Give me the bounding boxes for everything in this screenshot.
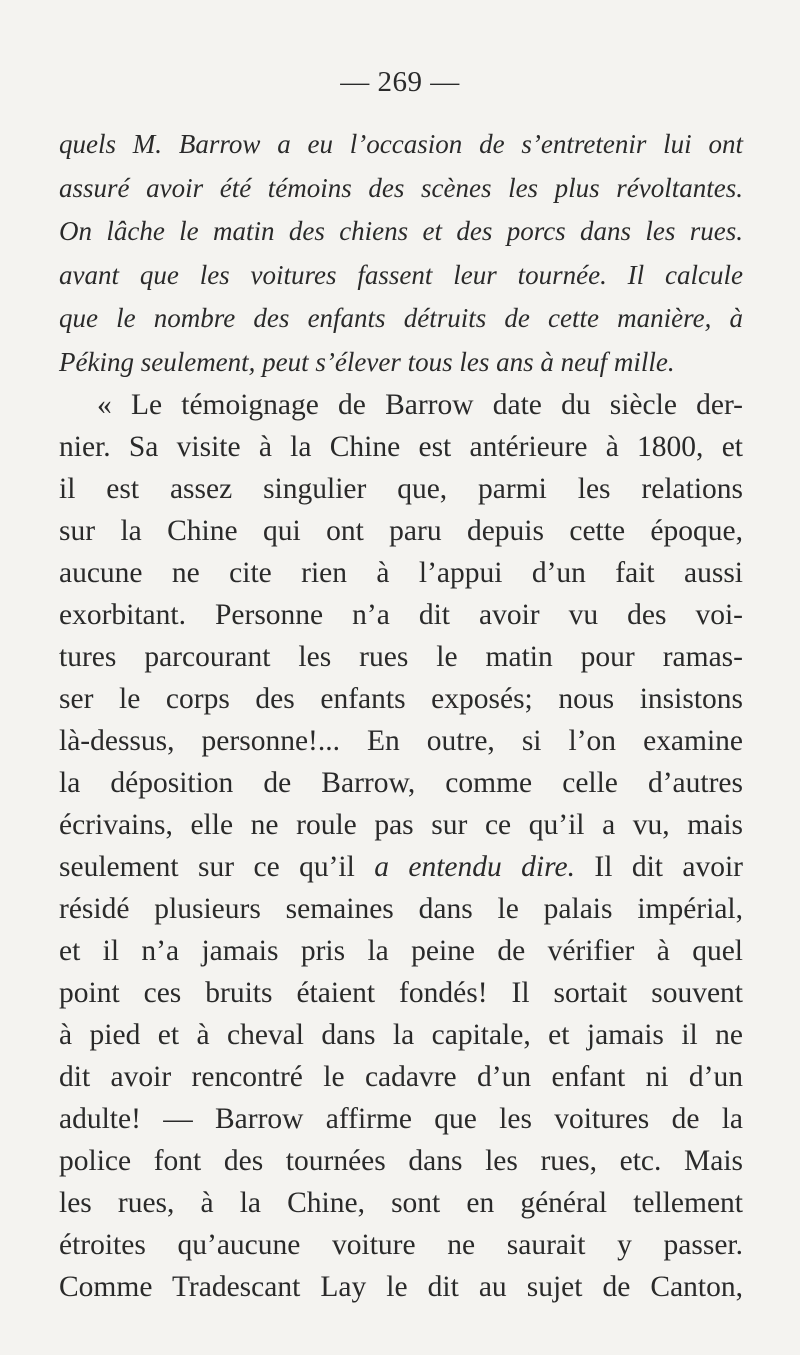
paragraph-line: résidé plusieurs semaines dans le palais impérial,: [59, 893, 743, 925]
paragraph-line: Comme Tradescant Lay le dit au sujet de Canton,: [59, 1271, 743, 1303]
quote-line: avant que les voitures fassent leur tournée. Il calcule: [59, 259, 743, 290]
quote-line: On lâche le matin des chiens et des porcs dans les rues.: [59, 216, 743, 246]
paragraph-line: ser le corps des enfants exposés; nous insistons: [59, 683, 743, 715]
paragraph-line: adulte! — Barrow affirme que les voitures de la: [59, 1103, 743, 1135]
paragraph-line: écrivains, elle ne roule pas sur ce qu’il a vu, mais: [59, 809, 743, 841]
quote-line: que le nombre des enfants détruits de cette manière, à: [59, 303, 743, 333]
paragraph-line: « Le témoignage de Barrow date du siècle der-: [97, 389, 743, 421]
paragraph-line: et il n’a jamais pris la peine de vérifier à quel: [59, 935, 743, 967]
paragraph-line: la déposition de Barrow, comme celle d’autres: [59, 767, 743, 799]
paragraph-line: sur la Chine qui ont paru depuis cette époque,: [59, 515, 743, 547]
paragraph-line: nier. Sa visite à la Chine est antérieure à 1800, et: [59, 431, 743, 463]
paragraph-line: étroites qu’aucune voiture ne saurait y passer.: [59, 1229, 743, 1261]
quote-line: assuré avoir été témoins des scènes les plus révoltantes.: [59, 172, 743, 203]
paragraph-line: là-dessus, personne!... En outre, si l’on examine: [59, 725, 743, 757]
emphasis-text: a entendu dire.: [374, 851, 575, 883]
page-text: [59, 123, 743, 1308]
page-number: — 269 —: [340, 66, 460, 98]
quote-line: Péking seulement, peut s’élever tous les ans à neuf mille.: [59, 346, 675, 377]
paragraph-line: tures parcourant les rues le matin pour ramas-: [59, 641, 743, 673]
paragraph-line: dit avoir rencontré le cadavre d’un enfant ni d’un: [59, 1061, 743, 1093]
paragraph-line: exorbitant. Personne n’a dit avoir vu des voi-: [59, 599, 743, 631]
paragraph-line: à pied et à cheval dans la capitale, et jamais il ne: [59, 1019, 743, 1051]
paragraph-line: police font des tournées dans les rues, etc. Mais: [59, 1145, 743, 1177]
quote-line: quels M. Barrow a eu l’occasion de s’entretenir lui ont: [59, 129, 743, 159]
paragraph-line: point ces bruits étaient fondés! Il sortait souvent: [59, 977, 743, 1009]
paragraph-line: [59, 846, 743, 888]
line-text: seulement sur ce qu’il: [59, 851, 375, 883]
paragraph-line: les rues, à la Chine, sont en général tellement: [59, 1187, 743, 1219]
line-text: Il dit avoir: [574, 851, 743, 883]
paragraph-line: aucune ne cite rien à l’appui d’un fait aussi: [59, 557, 743, 589]
paragraph-line: il est assez singulier que, parmi les relations: [59, 473, 743, 505]
